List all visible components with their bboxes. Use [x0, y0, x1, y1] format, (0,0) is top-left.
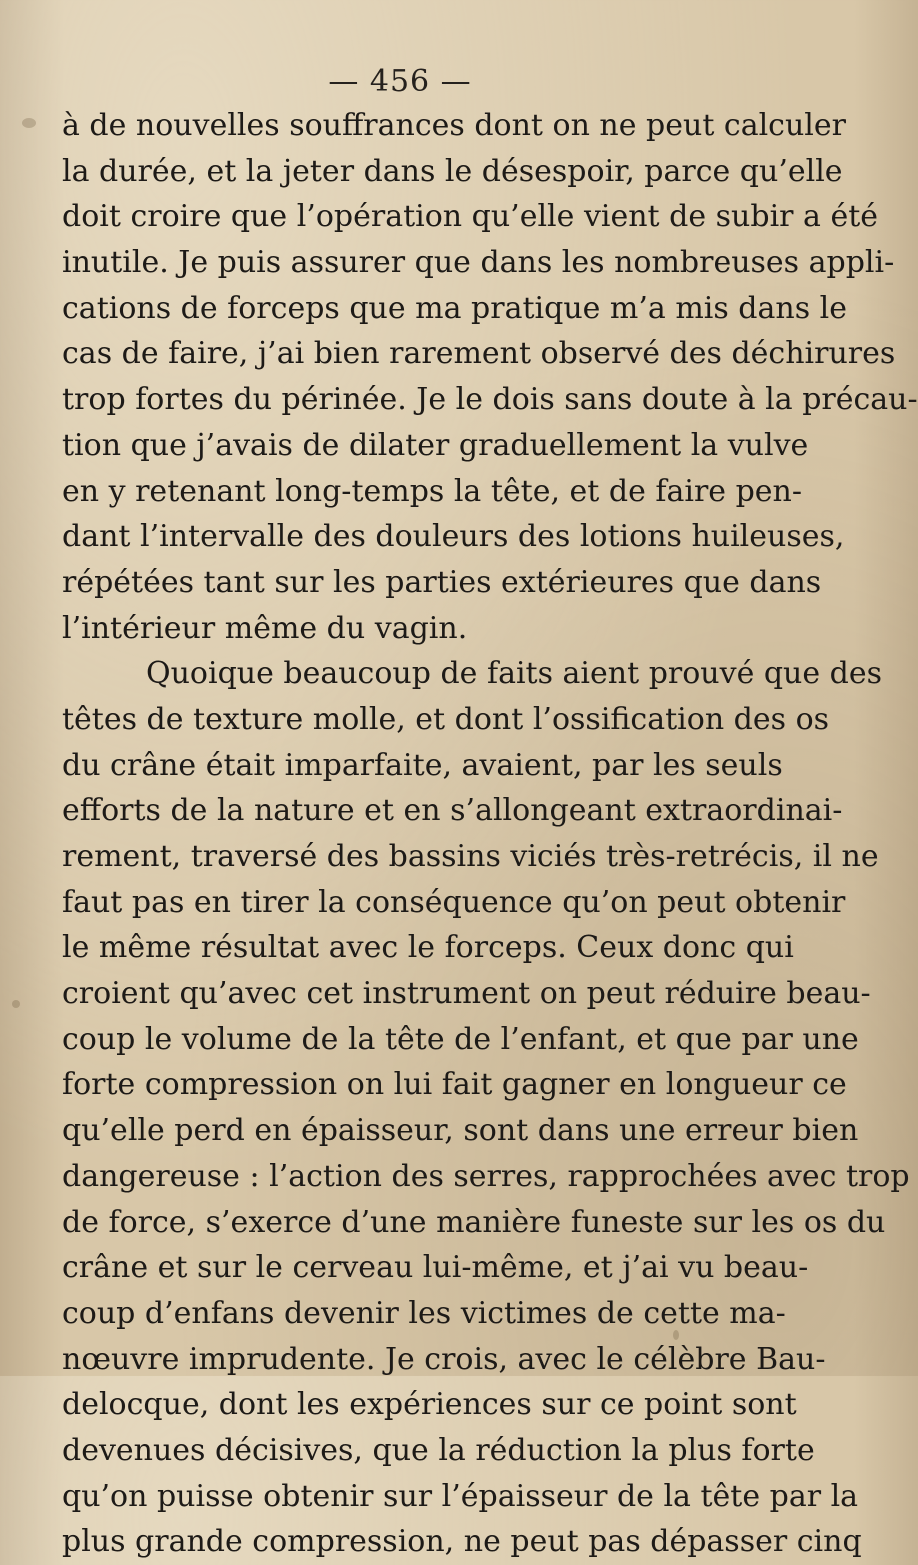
text-line: doit croire que l’opération qu’elle vient de subir a été: [62, 199, 879, 235]
paragraph-start-line: Quoique beaucoup de faits aient prouvé que des: [146, 656, 883, 692]
text-line: tion que j’avais de dilater graduellement la vulve: [62, 427, 809, 463]
text-line: nœuvre imprudente. Je crois, avec le célèbre Bau-: [62, 1341, 826, 1377]
foxing-spot: [12, 1000, 20, 1008]
text-line: coup le volume de la tête de l’enfant, et que par une: [62, 1021, 859, 1057]
text-line: inutile. Je puis assurer que dans les nombreuses appli-: [62, 245, 895, 281]
text-line: dant l’intervalle des douleurs des lotions huileuses,: [62, 519, 845, 555]
text-line: trop fortes du périnée. Je le dois sans doute à la précau-: [62, 382, 918, 418]
text-line: cas de faire, j’ai bien rarement observé des déchirures: [62, 336, 896, 372]
text-line: efforts de la nature et en s’allongeant extraordinai-: [62, 793, 843, 829]
text-line: croient qu’avec cet instrument on peut réduire beau-: [62, 976, 871, 1012]
text-line: en y retenant long-temps la tête, et de faire pen-: [62, 473, 803, 509]
paragraph-end-line: l’intérieur même du vagin.: [62, 610, 468, 646]
text-line: la durée, et la jeter dans le désespoir, parce qu’elle: [62, 153, 843, 189]
text-line: du crâne était imparfaite, avaient, par les seuls: [62, 747, 783, 783]
text-line: de force, s’exerce d’une manière funeste sur les os du: [62, 1204, 886, 1240]
text-line: coup d’enfans devenir les victimes de cette ma-: [62, 1295, 786, 1331]
text-line: crâne et sur le cerveau lui-même, et j’ai vu beau-: [62, 1250, 809, 1286]
text-line: devenues décisives, que la réduction la plus forte: [62, 1432, 815, 1468]
text-line: à de nouvelles souffrances dont on ne peut calculer: [62, 108, 846, 143]
text-line: plus grande compression, ne peut pas dépasser cinq: [62, 1524, 862, 1560]
text-line: têtes de texture molle, et dont l’ossification des os: [62, 701, 830, 737]
page-number: — 456 —: [328, 64, 472, 99]
foxing-spot: [22, 118, 36, 128]
body-text: [62, 103, 918, 1565]
text-line: forte compression on lui fait gagner en longueur ce: [62, 1067, 847, 1103]
text-line: qu’on puisse obtenir sur l’épaisseur de la tête par la: [62, 1478, 859, 1514]
text-line: delocque, dont les expériences sur ce point sont: [62, 1387, 797, 1423]
text-line: faut pas en tirer la conséquence qu’on peut obtenir: [62, 884, 846, 920]
text-line: rement, traversé des bassins viciés très-retrécis, il ne: [62, 839, 879, 874]
text-line: le même résultat avec le forceps. Ceux donc qui: [62, 930, 794, 966]
text-line: qu’elle perd en épaisseur, sont dans une erreur bien: [62, 1113, 859, 1149]
text-line: répétées tant sur les parties extérieures que dans: [62, 564, 822, 600]
text-line: cations de forceps que ma pratique m’a mis dans le: [62, 290, 847, 326]
foxing-spot: [673, 1330, 679, 1340]
text-line: dangereuse : l’action des serres, rapprochées avec trop: [62, 1158, 910, 1194]
